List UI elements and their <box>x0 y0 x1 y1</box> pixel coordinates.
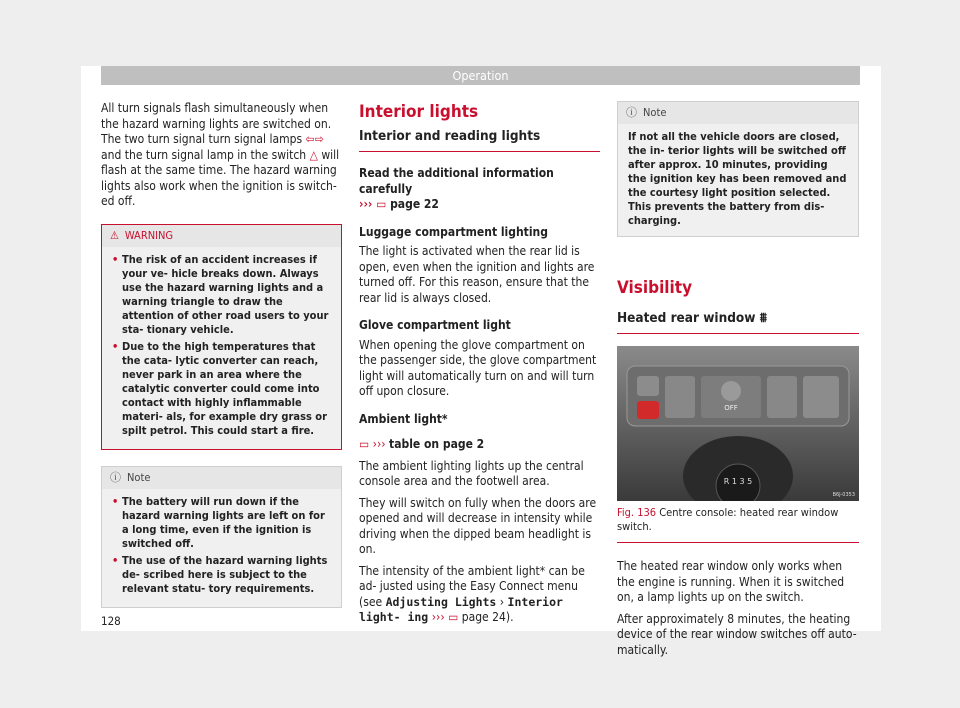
ambient-p1: The ambient lighting lights up the central console area and the footwell area. <box>359 458 584 488</box>
luggage-text: The light is activated when the rear lid is open, even when the ignition and lights are turned off. For this reason, ensure that the rear lid is always closed. <box>359 244 595 305</box>
page-reference-link[interactable]: page 22 <box>390 197 439 211</box>
note-item: • The battery will run down if the hazard warning lights are left on for a long time, even if the ignition is switched off. <box>112 495 331 551</box>
rear-window-button <box>637 401 659 419</box>
section-title-visibility: Visibility <box>617 278 693 298</box>
gear-labels: R 1 3 5 <box>723 477 753 486</box>
figure-code: B6J-0353 <box>832 492 855 498</box>
chevrons-icon: ››› <box>359 197 373 211</box>
read-additional-text: Read the additional information carefully <box>359 166 554 196</box>
chevrons-icon: ››› <box>372 437 386 451</box>
note-box-doors <box>617 101 859 237</box>
ambient-p3-text: The intensity of the ambient light* can be ad- justed using the Easy Connect menu (see <box>359 563 585 609</box>
book-icon: ▭ <box>448 610 459 624</box>
centre-console-figure <box>617 346 859 501</box>
figure-label: Fig. 136 <box>617 506 657 519</box>
note-body: If not all the vehicle doors are closed, the in- terior lights will be switched off after approx. 10 minutes, providing the ignition key has been removed and the courtesy light position selected. This prevents the battery from dis- charging. <box>618 124 858 236</box>
column-3 <box>617 101 859 664</box>
note-item: • The use of the hazard warning lights de- scribed here is subject to the relevant statu- tory requirements. <box>112 554 331 596</box>
chevrons-icon: ››› <box>431 610 445 624</box>
warning-item: • The risk of an accident increases if your ve- hicle breaks down. Always use the hazard warning lights and a warning triangle to draw the attention of other road users to your sta- tionary vehicle. <box>112 253 331 337</box>
intro-text-2: and the turn signal lamp in the switch <box>101 147 307 162</box>
ambient-p3: The intensity of the ambient light* can be ad- justed using the Easy Connect menu (see Adjusting Lights › Interior light- ing ››› ▭ page 24). <box>359 563 585 624</box>
intro-text-3: will flash at the same time. The hazard warning lights also work when the ignition is switch- ed off. <box>101 147 340 208</box>
info-icon: ⓘ <box>110 470 121 484</box>
heated-p2: After approximately 8 minutes, the heating device of the rear window switches off auto- matically. <box>617 611 857 657</box>
ambient-table-link[interactable]: table on page 2 <box>389 437 485 451</box>
page-number: 128 <box>101 614 121 628</box>
warning-body <box>102 247 341 449</box>
ambient-title: Ambient light* <box>359 411 448 426</box>
section-title-interior-lights: Interior lights <box>359 102 479 122</box>
note-header <box>102 467 341 489</box>
note-title: Note <box>127 470 151 484</box>
warning-box <box>101 224 342 450</box>
note-box <box>101 466 342 608</box>
warning-triangle-icon: ⚠ <box>110 228 119 242</box>
column-1 <box>101 101 342 608</box>
page-24-link[interactable]: page 24 <box>461 610 506 624</box>
warning-title: WARNING <box>124 228 174 242</box>
console-illustration <box>617 346 859 501</box>
heated-rear-window-title: Heated rear window <box>617 310 756 326</box>
ambient-reference <box>359 437 600 453</box>
warning-header <box>102 225 341 247</box>
turn-signal-arrows-icon: ⇦⇨ <box>305 132 324 146</box>
menu-path-2: Interior light- ing <box>359 594 563 624</box>
glove-text: When opening the glove compartment on the passenger side, the glove compartment light will automatically turn on and will turn off upon closure. <box>359 337 597 398</box>
note-header <box>618 102 858 124</box>
ambient-p2: They will switch on fully when the doors are opened and will decrease in intensity while driving when the dipped beam headlight is on. <box>359 495 597 556</box>
menu-path-1: Adjusting Lights <box>385 594 497 609</box>
off-label: OFF <box>724 404 738 412</box>
note-title: Note <box>643 106 667 119</box>
ambient-end: ). <box>505 610 514 624</box>
subsection-title: Interior and reading lights <box>359 127 600 152</box>
book-icon: ▭ <box>376 197 387 211</box>
info-icon: ⓘ <box>626 106 637 119</box>
warning-item: • Due to the high temperatures that the cata- lytic converter can reach, never park in an area where the catalytic converter could come into contact with highly inflammable materi- als, for example dry grass or spilt petrol. This could start a fire. <box>112 340 331 438</box>
figure-caption <box>617 506 859 543</box>
hazard-intro <box>101 101 342 210</box>
book-icon: ▭ <box>359 437 370 451</box>
page-header: Operation <box>101 66 860 85</box>
rear-window-heater-icon: ⩩ <box>759 310 767 326</box>
subsection-heated-rear-window <box>617 309 859 334</box>
read-additional <box>359 166 600 213</box>
hazard-triangle-icon: △ <box>309 147 318 162</box>
luggage-title: Luggage compartment lighting <box>359 224 548 239</box>
note-body <box>102 489 341 607</box>
heated-p1: The heated rear window only works when the engine is running. When it is switched on, a lamp lights up on the switch. <box>617 559 845 604</box>
glove-title: Glove compartment light <box>359 318 511 332</box>
intro-text: All turn signals flash simultaneously when the hazard warning lights are switched on. The two turn signal turn signal lamps <box>101 101 332 146</box>
column-2 <box>359 101 600 632</box>
figure-caption-text: Centre console: heated rear window switch. <box>617 506 839 533</box>
